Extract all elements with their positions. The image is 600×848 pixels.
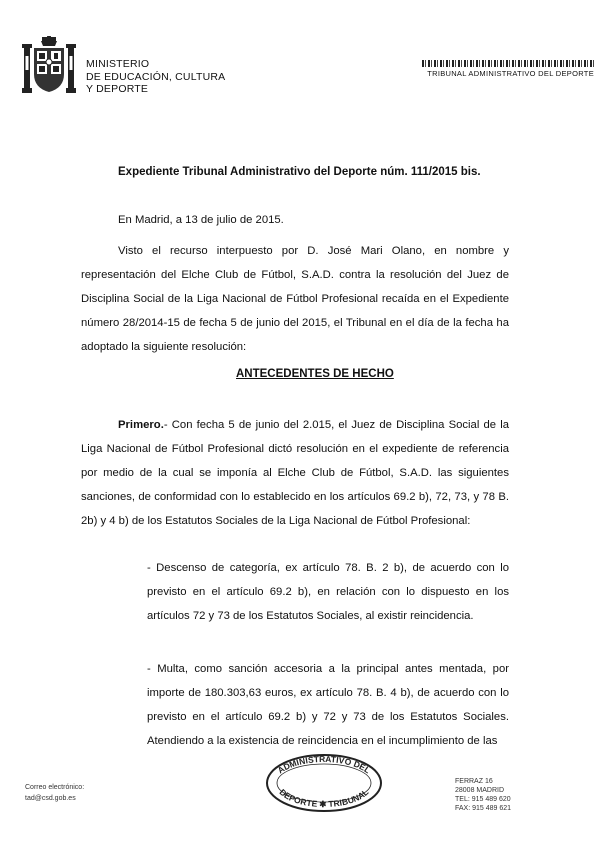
date-line: En Madrid, a 13 de julio de 2015. <box>118 214 284 226</box>
primero-label: Primero. <box>118 419 164 431</box>
document-title: Expediente Tribunal Administrativo del Deporte núm. 111/2015 bis. <box>118 166 481 178</box>
primero-text: - Con fecha 5 de junio del 2.015, el Juez de Disciplina Social de la Liga Nacional de Fútbol Profesional dictó resolución en el expediente de referencia por medio de la cual se imponía al Elche Club de Fútbol, S.A.D. las siguientes sanciones, de conformidad con lo establecido en los artículos 69.2 b), 72, 73, y 78 B. 2b) y 4 b) de los Estatutos Sociales de la Liga Nacional de Fútbol Profesional: <box>81 419 509 527</box>
ministry-line: DE EDUCACIÓN, CULTURA <box>86 70 226 83</box>
seal-text-bottom: DEPORTE ✱ TRIBUNAL <box>277 786 371 810</box>
primero-paragraph <box>81 413 509 533</box>
address-line: FAX: 915 489 621 <box>455 805 512 812</box>
scan-stripe <box>422 60 594 67</box>
sanction-item: - Descenso de categoría, ex artículo 78. B. 2 b), de acuerdo con lo previsto en el artículo 69.2 b), en relación con lo dispuesto en los artículos 72 y 73 de los Estatutos Sociales, al existir reincidencia. <box>147 562 509 622</box>
contact-label: Correo electrónico: <box>25 784 85 791</box>
tribunal-header <box>422 60 594 78</box>
tribunal-seal-stamp <box>264 752 384 814</box>
sanction-item: - Multa, como sanción accesoria a la principal antes mentada, por importe de 180.303,63 euros, ex artículo 78. B. 4 b), de acuerdo con lo previsto en el artículo 69.2 b) y 72 y 73 de los Estatutos Sociales. Atendiendo a la existencia de reincidencia en el incumplimiento de las <box>147 663 509 747</box>
visto-paragraph: Visto el recurso interpuesto por D. José Mari Olano, en nombre y representación del Elche Club de Fútbol, S.A.D. contra la resolución del Juez de Disciplina Social de la Liga Nacional de Fútbol Profesional recaída en el Expediente número 28/2014-15 de fecha 5 de junio del 2015, el Tribunal en el día de la fecha ha adoptado la siguiente resolución: <box>81 245 509 353</box>
svg-text:ADMINISTRATIVO DEL <box>276 754 373 775</box>
address-block <box>455 777 511 813</box>
ministry-line: Y DEPORTE <box>86 83 149 95</box>
contact-email: tad@csd.gob.es <box>25 795 76 802</box>
address-line: FERRAZ 16 <box>455 778 493 785</box>
coat-of-arms-logo <box>20 36 78 98</box>
address-line: TEL: 915 489 620 <box>455 796 511 803</box>
ministry-name <box>86 58 225 96</box>
section-heading: ANTECEDENTES DE HECHO <box>236 368 394 380</box>
tribunal-name: TRIBUNAL ADMINISTRATIVO DEL DEPORTE <box>427 69 594 78</box>
contact-block <box>25 782 84 804</box>
seal-text-top: ADMINISTRATIVO DEL <box>275 753 373 776</box>
ministry-line: MINISTERIO <box>86 58 150 70</box>
address-line: 28008 MADRID <box>455 787 505 794</box>
